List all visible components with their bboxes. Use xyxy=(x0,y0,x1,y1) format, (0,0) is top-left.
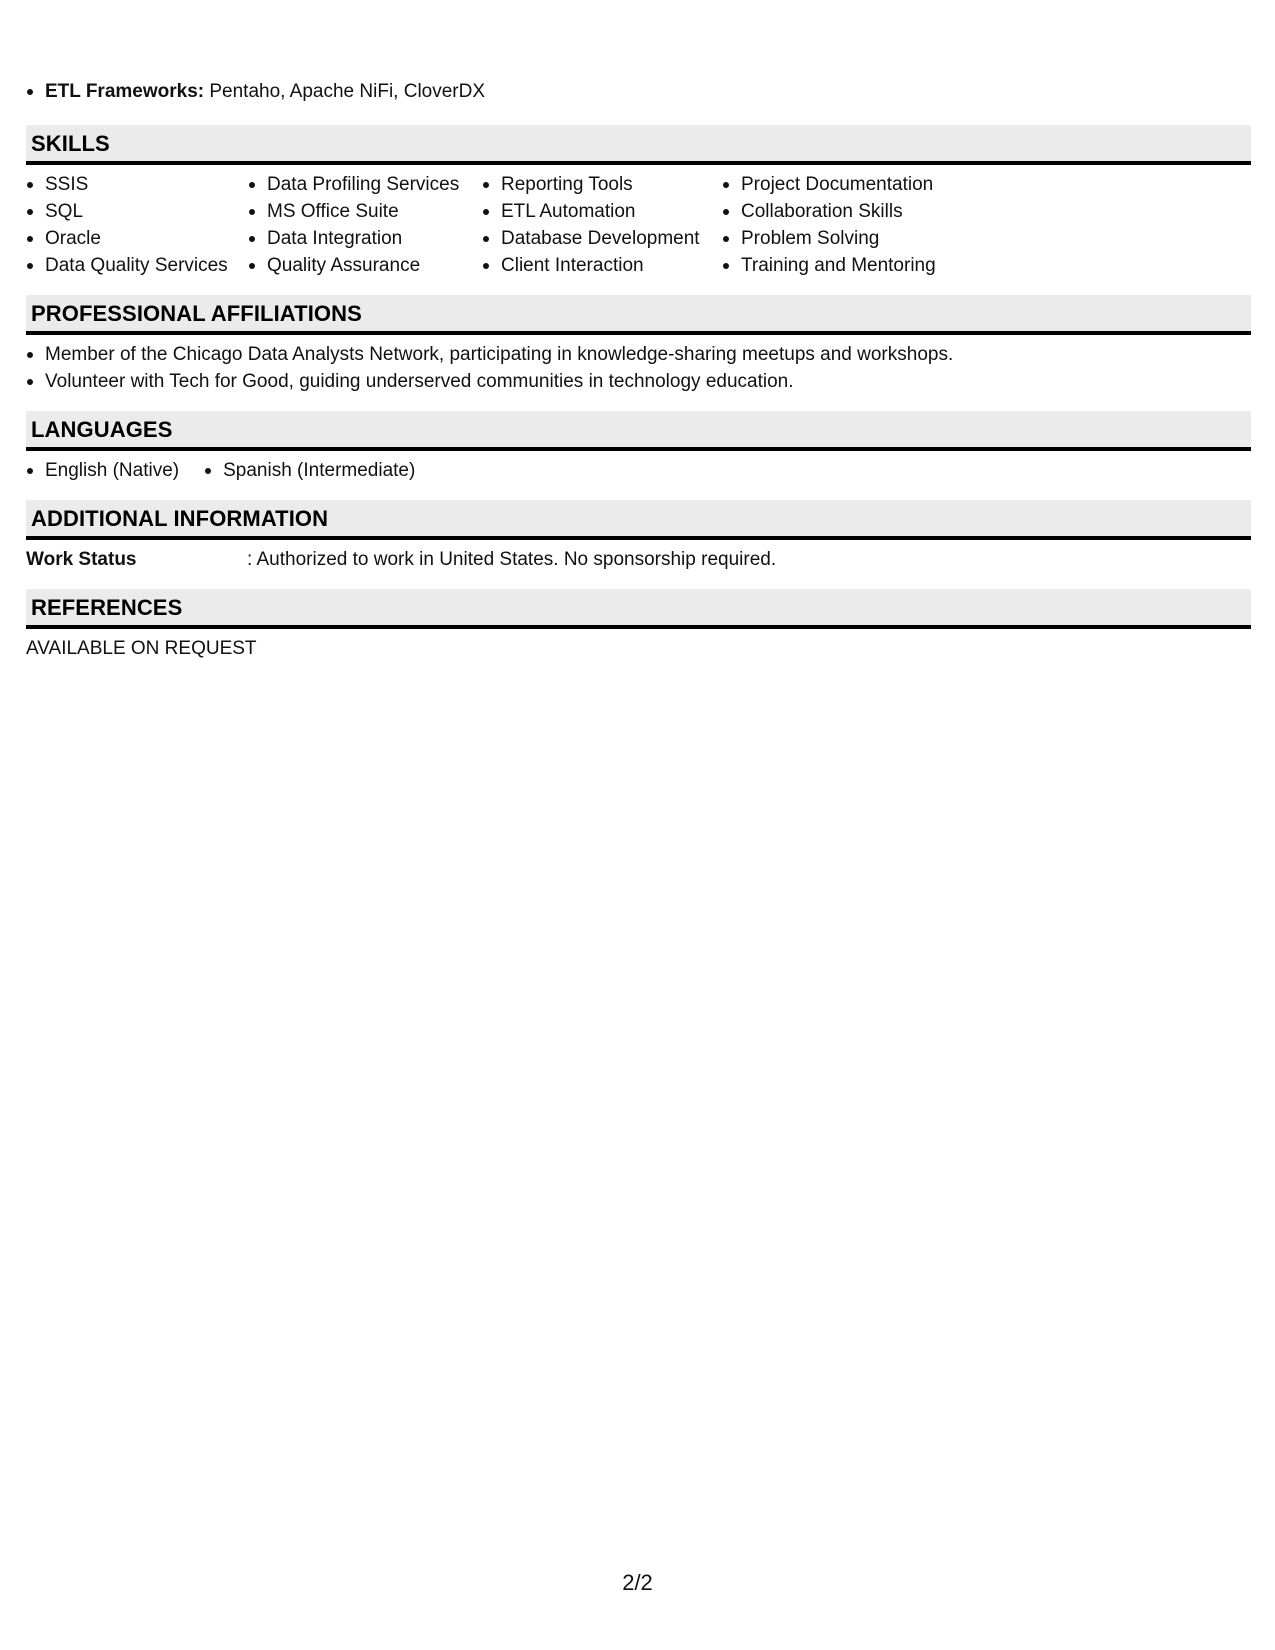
additional-info-heading: ADDITIONAL INFORMATION xyxy=(26,500,1251,540)
resume-page xyxy=(26,78,1251,678)
languages-body xyxy=(26,451,1251,500)
languages-section xyxy=(26,411,1251,500)
affiliation-item: Volunteer with Tech for Good, guiding underserved communities in technology education. xyxy=(26,368,1251,395)
language-item: Spanish (Intermediate) xyxy=(204,457,415,484)
skills-grid xyxy=(26,165,1251,295)
skills-column-1 xyxy=(26,171,248,279)
references-heading: REFERENCES xyxy=(26,589,1251,629)
skills-section xyxy=(26,125,1251,295)
etl-frameworks-item xyxy=(26,78,1251,105)
affiliations-section xyxy=(26,295,1251,411)
page-number: 2/2 xyxy=(622,1570,653,1595)
skill-item: Client Interaction xyxy=(482,252,722,279)
skill-item: Data Profiling Services xyxy=(248,171,482,198)
skill-item: Project Documentation xyxy=(722,171,962,198)
languages-list xyxy=(26,457,1251,484)
affiliations-heading: PROFESSIONAL AFFILIATIONS xyxy=(26,295,1251,335)
skill-item: Reporting Tools xyxy=(482,171,722,198)
etl-frameworks-list xyxy=(26,78,1251,105)
additional-info-section xyxy=(26,500,1251,589)
etl-frameworks-value: Pentaho, Apache NiFi, CloverDX xyxy=(209,81,486,102)
skill-item: SSIS xyxy=(26,171,248,198)
work-status-value: : Authorized to work in United States. No sponsorship required. xyxy=(247,549,777,570)
skill-item: ETL Automation xyxy=(482,198,722,225)
references-text: AVAILABLE ON REQUEST xyxy=(26,638,257,659)
skill-item: SQL xyxy=(26,198,248,225)
skill-item: Problem Solving xyxy=(722,225,962,252)
affiliations-body xyxy=(26,335,1251,411)
skill-item: Data Quality Services xyxy=(26,252,248,279)
skill-item: Quality Assurance xyxy=(248,252,482,279)
skill-item: Database Development xyxy=(482,225,722,252)
references-section xyxy=(26,589,1251,678)
skill-item: Training and Mentoring xyxy=(722,252,962,279)
skill-item: Data Integration xyxy=(248,225,482,252)
languages-heading: LANGUAGES xyxy=(26,411,1251,451)
skill-item: MS Office Suite xyxy=(248,198,482,225)
work-status-row xyxy=(26,546,1251,573)
additional-info-body xyxy=(26,540,1251,589)
skill-item: Oracle xyxy=(26,225,248,252)
skills-column-3 xyxy=(482,171,722,279)
work-status-label: Work Status xyxy=(26,549,137,570)
skills-column-4 xyxy=(722,171,962,279)
affiliations-list xyxy=(26,341,1251,395)
skills-heading: SKILLS xyxy=(26,125,1251,165)
skills-column-2 xyxy=(248,171,482,279)
skill-item: Collaboration Skills xyxy=(722,198,962,225)
references-body xyxy=(26,629,1251,678)
language-item: English (Native) xyxy=(26,457,179,484)
affiliation-item: Member of the Chicago Data Analysts Network, participating in knowledge-sharing meetups and workshops. xyxy=(26,341,1251,368)
etl-frameworks-label: ETL Frameworks: xyxy=(45,81,205,102)
